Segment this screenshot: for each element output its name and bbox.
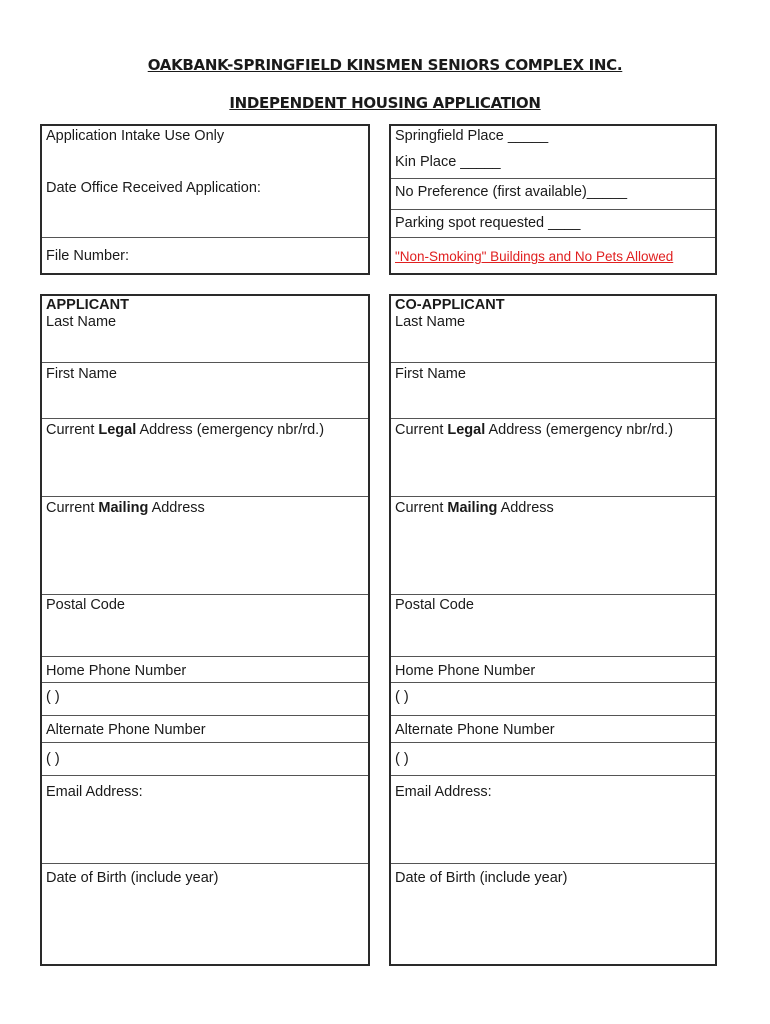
coapplicant-alt-phone-label: Alternate Phone Number	[391, 716, 715, 743]
date-received-field[interactable]: Date Office Received Application:	[42, 178, 368, 238]
no-preference-option[interactable]: No Preference (first available)_____	[391, 179, 715, 210]
organization-title: OAKBANK-SPRINGFIELD KINSMEN SENIORS COMPLEX INC.	[147, 56, 623, 74]
coapplicant-home-phone-label: Home Phone Number	[391, 657, 715, 683]
applicant-legal-address-field[interactable]: Current Legal Address (emergency nbr/rd.)	[42, 419, 368, 497]
form-title: INDEPENDENT HOUSING APPLICATION	[229, 94, 541, 112]
coapplicant-header: CO-APPLICANT	[395, 297, 505, 313]
applicant-first-name-field[interactable]: First Name	[42, 363, 368, 419]
applicant-last-name-field[interactable]: APPLICANT Last Name	[42, 296, 368, 363]
applicant-alt-phone-field[interactable]: ( )	[42, 743, 368, 776]
applicant-home-phone-label: Home Phone Number	[42, 657, 368, 683]
coapplicant-mailing-address-field[interactable]: Current Mailing Address	[391, 497, 715, 595]
applicant-section	[40, 294, 370, 966]
coapplicant-alt-phone-field[interactable]: ( )	[391, 743, 715, 776]
file-number-field[interactable]: File Number:	[46, 248, 129, 264]
applicant-email-field[interactable]: Email Address:	[42, 776, 368, 864]
parking-spot-option[interactable]: Parking spot requested ____	[391, 210, 715, 238]
applicant-alt-phone-label: Alternate Phone Number	[42, 716, 368, 743]
coapplicant-dob-field[interactable]: Date of Birth (include year)	[395, 870, 568, 886]
applicant-home-phone-field[interactable]: ( )	[42, 683, 368, 716]
non-smoking-notice: "Non-Smoking" Buildings and No Pets Allowed	[395, 249, 674, 264]
intake-office-box	[40, 124, 370, 275]
coapplicant-postal-code-field[interactable]: Postal Code	[391, 595, 715, 657]
applicant-dob-field[interactable]: Date of Birth (include year)	[46, 870, 219, 886]
coapplicant-home-phone-field[interactable]: ( )	[391, 683, 715, 716]
kin-place-option[interactable]: Kin Place _____	[391, 152, 715, 179]
coapplicant-legal-address-field[interactable]: Current Legal Address (emergency nbr/rd.)	[391, 419, 715, 497]
coapplicant-last-name-field[interactable]: CO-APPLICANT Last Name	[391, 296, 715, 363]
applicant-postal-code-field[interactable]: Postal Code	[42, 595, 368, 657]
coapplicant-email-field[interactable]: Email Address:	[391, 776, 715, 864]
intake-use-only-label: Application Intake Use Only	[46, 128, 225, 144]
applicant-header: APPLICANT	[46, 297, 129, 313]
coapplicant-section	[389, 294, 717, 966]
coapplicant-first-name-field[interactable]: First Name	[391, 363, 715, 419]
preference-box	[389, 124, 717, 275]
applicant-mailing-address-field[interactable]: Current Mailing Address	[42, 497, 368, 595]
springfield-place-option[interactable]: Springfield Place _____	[395, 128, 549, 144]
